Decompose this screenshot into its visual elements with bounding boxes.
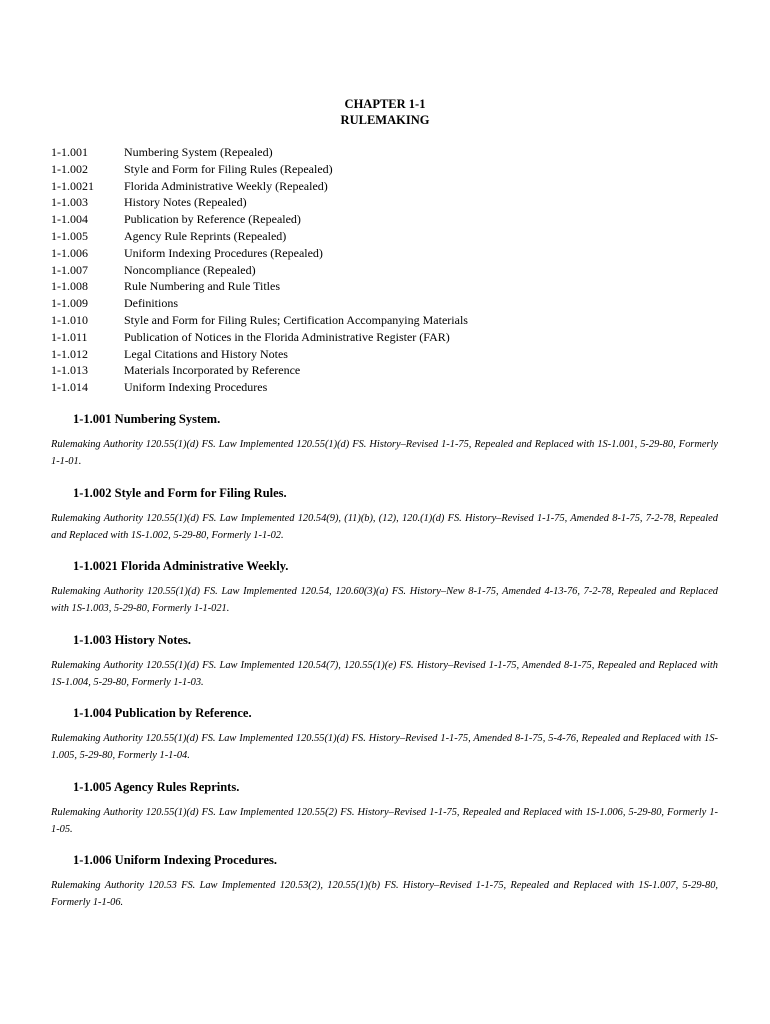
section-history-note: Rulemaking Authority 120.55(1)(d) FS. Law Implemented 120.55(1)(d) FS. History–Revised 1-1-75, Repealed and Replaced with 1S-1.001, 5-29-80, Formerly 1-1-01. (51, 439, 718, 467)
rule-section (51, 411, 718, 485)
toc-rule-number: 1-1.006 (51, 245, 88, 260)
toc-rule-number: 1-1.014 (51, 380, 88, 395)
section-heading: 1-1.006 Uniform Indexing Procedures. (73, 853, 278, 867)
section-heading: 1-1.003 History Notes. (73, 632, 192, 647)
section-history-note: Rulemaking Authority 120.55(1)(d) FS. Law Implemented 120.54, 120.60(3)(a) FS. History–New 8-1-75, Amended 4-13-76, 7-2-78, Repealed and Replaced with 1S-1.003, 5-29-80, Formerly 1-1-021. (51, 586, 718, 614)
toc-row (51, 178, 731, 195)
rule-section (51, 558, 718, 632)
toc-rule-title: Legal Citations and History Notes (124, 346, 288, 361)
toc-rule-title: Agency Rule Reprints (Repealed) (124, 228, 287, 243)
toc-rule-title: Publication by Reference (Repealed) (124, 212, 301, 227)
rule-section (51, 852, 718, 926)
section-history-note: Rulemaking Authority 120.55(1)(d) FS. Law Implemented 120.55(2) FS. History–Revised 1-1-75, Repealed and Replaced with 1S-1.006, 5-29-80, Formerly 1-1-05. (51, 806, 718, 835)
rule-sections (51, 411, 718, 926)
section-heading: 1-1.001 Numbering System. (73, 412, 221, 426)
section-history-note: Rulemaking Authority 120.55(1)(d) FS. Law Implemented 120.55(1)(d) FS. History–Revised 1-1-75, Amended 8-1-75, 5-4-76, Repealed and Replaced with 1S-1.005, 5-29-80, Formerly 1-1-04. (51, 733, 718, 761)
toc-rule-number: 1-1.011 (51, 329, 88, 344)
toc-rule-number: 1-1.003 (51, 195, 88, 210)
toc-row (51, 228, 731, 245)
toc-row (51, 295, 731, 312)
rule-section (51, 779, 718, 853)
toc-rule-title: Style and Form for Filing Rules; Certification Accompanying Materials (124, 312, 468, 327)
section-heading: 1-1.002 Style and Form for Filing Rules. (73, 485, 287, 500)
toc-row (51, 312, 731, 329)
toc-row (51, 194, 731, 211)
chapter-subtitle: RULEMAKING (340, 113, 430, 127)
toc-rule-number: 1-1.013 (51, 363, 88, 378)
toc-row (51, 329, 731, 346)
toc-rule-number: 1-1.0021 (51, 178, 94, 193)
toc-row (51, 362, 731, 379)
toc-rule-title: Numbering System (Repealed) (124, 145, 273, 159)
rule-section (51, 485, 718, 559)
toc-rule-title: Noncompliance (Repealed) (124, 262, 256, 277)
toc-rule-number: 1-1.010 (51, 312, 88, 327)
toc-row (51, 262, 731, 279)
toc-rule-number: 1-1.005 (51, 228, 88, 243)
rule-section (51, 705, 718, 779)
section-heading: 1-1.0021 Florida Administrative Weekly. (73, 559, 289, 573)
toc-rule-title: Uniform Indexing Procedures (Repealed) (124, 245, 323, 260)
chapter-header (0, 96, 770, 128)
section-history-note: Rulemaking Authority 120.55(1)(d) FS. Law Implemented 120.54(9), (11)(b), (12), 120.(1)(d) FS. History–Revised 1-1-75, Amended 8-1-75, 7-2-78, Repealed and Replaced with 1S-1.002, 5-29-80, Formerly 1-1-02. (51, 512, 718, 541)
rule-section (51, 632, 718, 706)
toc-rule-title: Uniform Indexing Procedures (124, 380, 268, 395)
toc-rule-number: 1-1.007 (51, 262, 88, 277)
toc-row (51, 245, 731, 262)
toc-rule-number: 1-1.004 (51, 212, 88, 227)
toc-rule-number: 1-1.001 (51, 145, 88, 159)
toc-row (51, 278, 731, 295)
toc-rule-number: 1-1.012 (51, 346, 88, 361)
toc-rule-title: Style and Form for Filing Rules (Repealed) (124, 161, 333, 176)
table-of-contents (51, 144, 731, 396)
toc-rule-number: 1-1.002 (51, 161, 88, 176)
toc-row (51, 161, 731, 178)
chapter-title: CHAPTER 1-1 (344, 97, 426, 111)
toc-rule-title: Rule Numbering and Rule Titles (124, 279, 280, 294)
section-history-note: Rulemaking Authority 120.55(1)(d) FS. Law Implemented 120.54(7), 120.55(1)(e) FS. History–Revised 1-1-75, Amended 8-1-75, Repealed and Replaced with 1S-1.004, 5-29-80, Formerly 1-1-03. (51, 659, 718, 688)
toc-rule-title: History Notes (Repealed) (124, 195, 247, 210)
section-history-note: Rulemaking Authority 120.53 FS. Law Implemented 120.53(2), 120.55(1)(b) FS. History–Revised 1-1-75, Repealed and Replaced with 1S-1.007, 5-29-80, Formerly 1-1-06. (51, 880, 718, 908)
toc-row (51, 211, 731, 228)
toc-rule-title: Publication of Notices in the Florida Administrative Register (FAR) (124, 329, 450, 344)
section-heading: 1-1.005 Agency Rules Reprints. (73, 779, 240, 794)
section-heading: 1-1.004 Publication by Reference. (73, 706, 252, 720)
toc-rule-title: Definitions (124, 296, 178, 311)
toc-rule-number: 1-1.008 (51, 279, 88, 294)
toc-rule-title: Materials Incorporated by Reference (124, 363, 301, 378)
toc-rule-title: Florida Administrative Weekly (Repealed) (124, 178, 328, 193)
toc-rule-number: 1-1.009 (51, 296, 88, 311)
toc-row (51, 144, 731, 161)
toc-row (51, 379, 731, 396)
toc-row (51, 346, 731, 363)
